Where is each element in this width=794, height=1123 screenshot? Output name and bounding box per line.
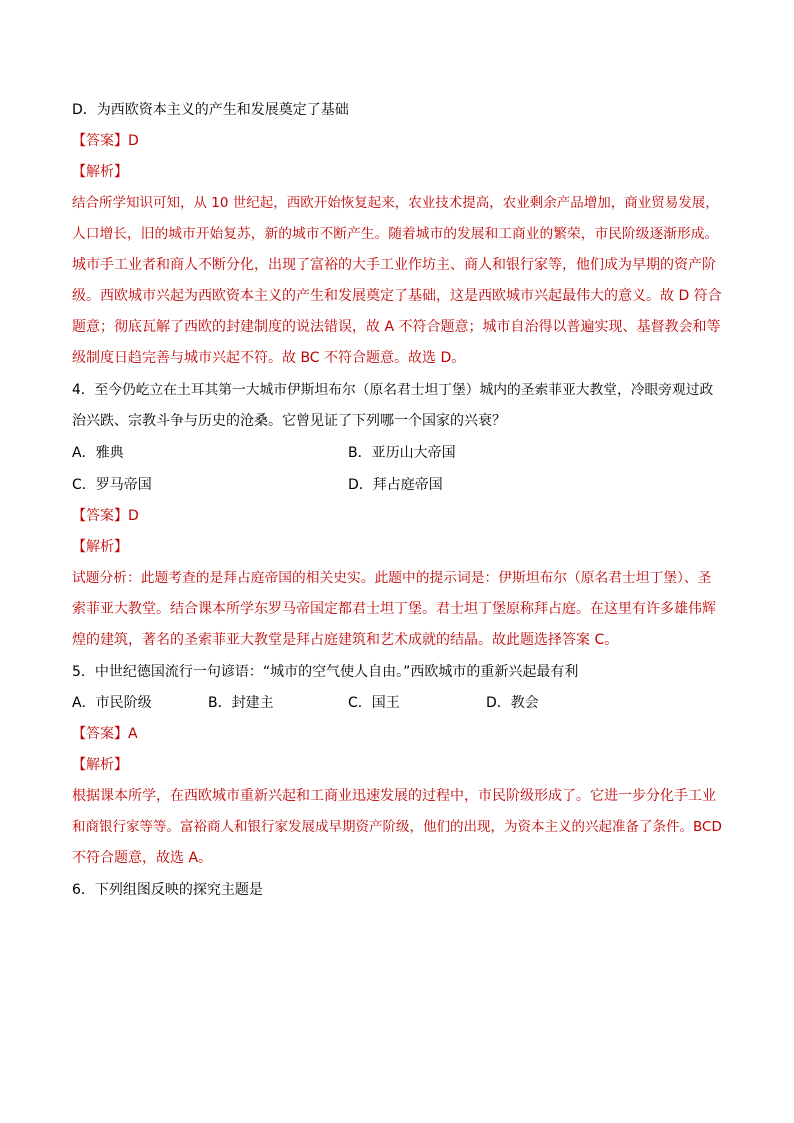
q5-answer: 【答案】A (72, 726, 138, 742)
q4-option-c: C．罗马帝国 (72, 477, 152, 493)
q3-analysis-line: 人口增长，旧的城市开始复苏，新的城市不断产生。随着城市的发展和工商业的繁荣，市民阶级逐渐形成。 (72, 226, 719, 242)
q4-analysis-line: 煌的建筑，著名的圣索菲亚大教堂是拜占庭建筑和艺术成就的结晶。故此题选择答案 C。 (72, 632, 619, 648)
q5-stem: 5．中世纪德国流行一句谚语：“城市的空气使人自由。”西欧城市的重新兴起最有利 (72, 664, 579, 680)
q4-stem-line: 4．至今仍屹立在土耳其第一大城市伊斯坦布尔（原名君士坦丁堡）城内的圣索菲亚大教堂，冷眼旁观过政 (72, 382, 714, 398)
q5-option-c: C．国王 (348, 695, 400, 711)
q3-analysis-line: 结合所学知识可知，从 10 世纪起，西欧开始恢复起来，农业技术提高，农业剩余产品增加，商业贸易发展， (72, 195, 719, 211)
q4-option-d: D．拜占庭帝国 (348, 477, 443, 493)
q3-analysis-line: 级。西欧城市兴起为西欧资本主义的产生和发展奠定了基础，这是西欧城市兴起最伟大的意义。故 D 符合 (72, 288, 722, 304)
q4-analysis-line: 索菲亚大教堂。结合课本所学东罗马帝国定都君士坦丁堡。君士坦丁堡原称拜占庭。在这里有许多雄伟辉 (72, 601, 716, 617)
q3-analysis-line: 城市手工业者和商人不断分化，出现了富裕的大手工业作坊主、商人和银行家等，他们成为早期的资产阶 (72, 257, 716, 273)
q3-answer: 【答案】D (72, 133, 139, 149)
q5-analysis-line: 不符合题意，故选 A。 (72, 850, 213, 866)
q3-analysis-line: 级制度日趋完善与城市兴起不符。故 BC 不符合题意。故选 D。 (72, 350, 466, 366)
q3-analysis-line: 题意；彻底瓦解了西欧的封建制度的说法错误，故 A 不符合题意；城市自治得以普遍实现、基督教会和等 (72, 319, 721, 335)
q4-answer: 【答案】D (72, 508, 139, 524)
q5-analysis-line: 和商银行家等等。富裕商人和银行家发展成早期资产阶级，他们的出现，为资本主义的兴起准备了条件。BCD (72, 819, 722, 835)
q3-option-d: D．为西欧资本主义的产生和发展奠定了基础 (72, 102, 349, 118)
q5-analysis-label: 【解析】 (72, 757, 128, 773)
q6-stem: 6．下列组图反映的探究主题是 (72, 882, 263, 898)
q4-option-b: B．亚历山大帝国 (348, 445, 456, 461)
q5-option-d: D．教会 (486, 695, 539, 711)
q5-analysis-line: 根据课本所学，在西欧城市重新兴起和工商业迅速发展的过程中，市民阶级形成了。它进一步分化手工业 (72, 788, 716, 804)
q5-option-a: A．市民阶级 (72, 695, 152, 711)
q5-option-b: B．封建主 (208, 695, 274, 711)
q4-stem-line: 治兴跌、宗教斗争与历史的沧桑。它曾见证了下列哪一个国家的兴衰？ (72, 413, 506, 429)
q4-analysis-line: 试题分析：此题考查的是拜占庭帝国的相关史实。此题中的提示词是：伊斯坦布尔（原名君士坦丁堡）、圣 (72, 570, 712, 586)
q4-analysis-label: 【解析】 (72, 539, 128, 555)
q4-option-a: A．雅典 (72, 445, 124, 461)
q3-analysis-label: 【解析】 (72, 164, 128, 180)
